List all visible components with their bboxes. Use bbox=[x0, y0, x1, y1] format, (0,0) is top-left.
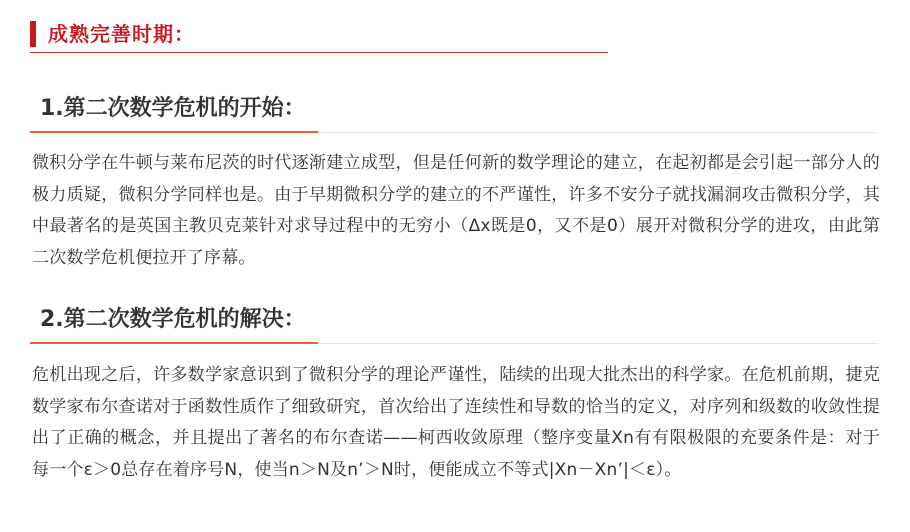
section-heading-1-text: 1.第二次数学危机的开始： bbox=[30, 92, 318, 133]
section-2-paragraph: 危机出现之后，许多数学家意识到了微积分学的理论严谨性，陆续的出现大批杰出的科学家。在危机前期，捷克数学家布尔查诺对于函数性质作了细致研究，首次给出了连续性和导数的恰当的定义，对序列和级数的收敛性提出了正确的概念，并且提出了著名的布尔查诺——柯西收敛原理（整序变量Xn有有限极限的充要条件是：对于每一个ε＞0总存在着序号N，使当n＞N及n’＞N时，便能成立不等式|Xn－Xn’|＜ε）。 bbox=[32, 365, 880, 480]
section-title-mature-period bbox=[30, 14, 608, 53]
page-title: 成熟完善时期： bbox=[48, 22, 195, 46]
accent-bar bbox=[30, 21, 36, 47]
section-heading-2 bbox=[30, 303, 878, 344]
section-heading-2-text: 2.第二次数学危机的解决： bbox=[30, 303, 318, 344]
section-1-paragraph: 微积分学在牛顿与莱布尼茨的时代逐渐建立成型，但是任何新的数学理论的建立，在起初都是会引起一部分人的极力质疑，微积分学同样也是。由于早期微积分学的建立的不严谨性，许多不安分子就找漏洞攻击微积分学，其中最著名的是英国主教贝克莱针对求导过程中的无穷小（Δx既是0，又不是0）展开对微积分学的进攻，由此第二次数学危机便拉开了序幕。 bbox=[32, 153, 880, 268]
section-heading-1 bbox=[30, 92, 878, 133]
